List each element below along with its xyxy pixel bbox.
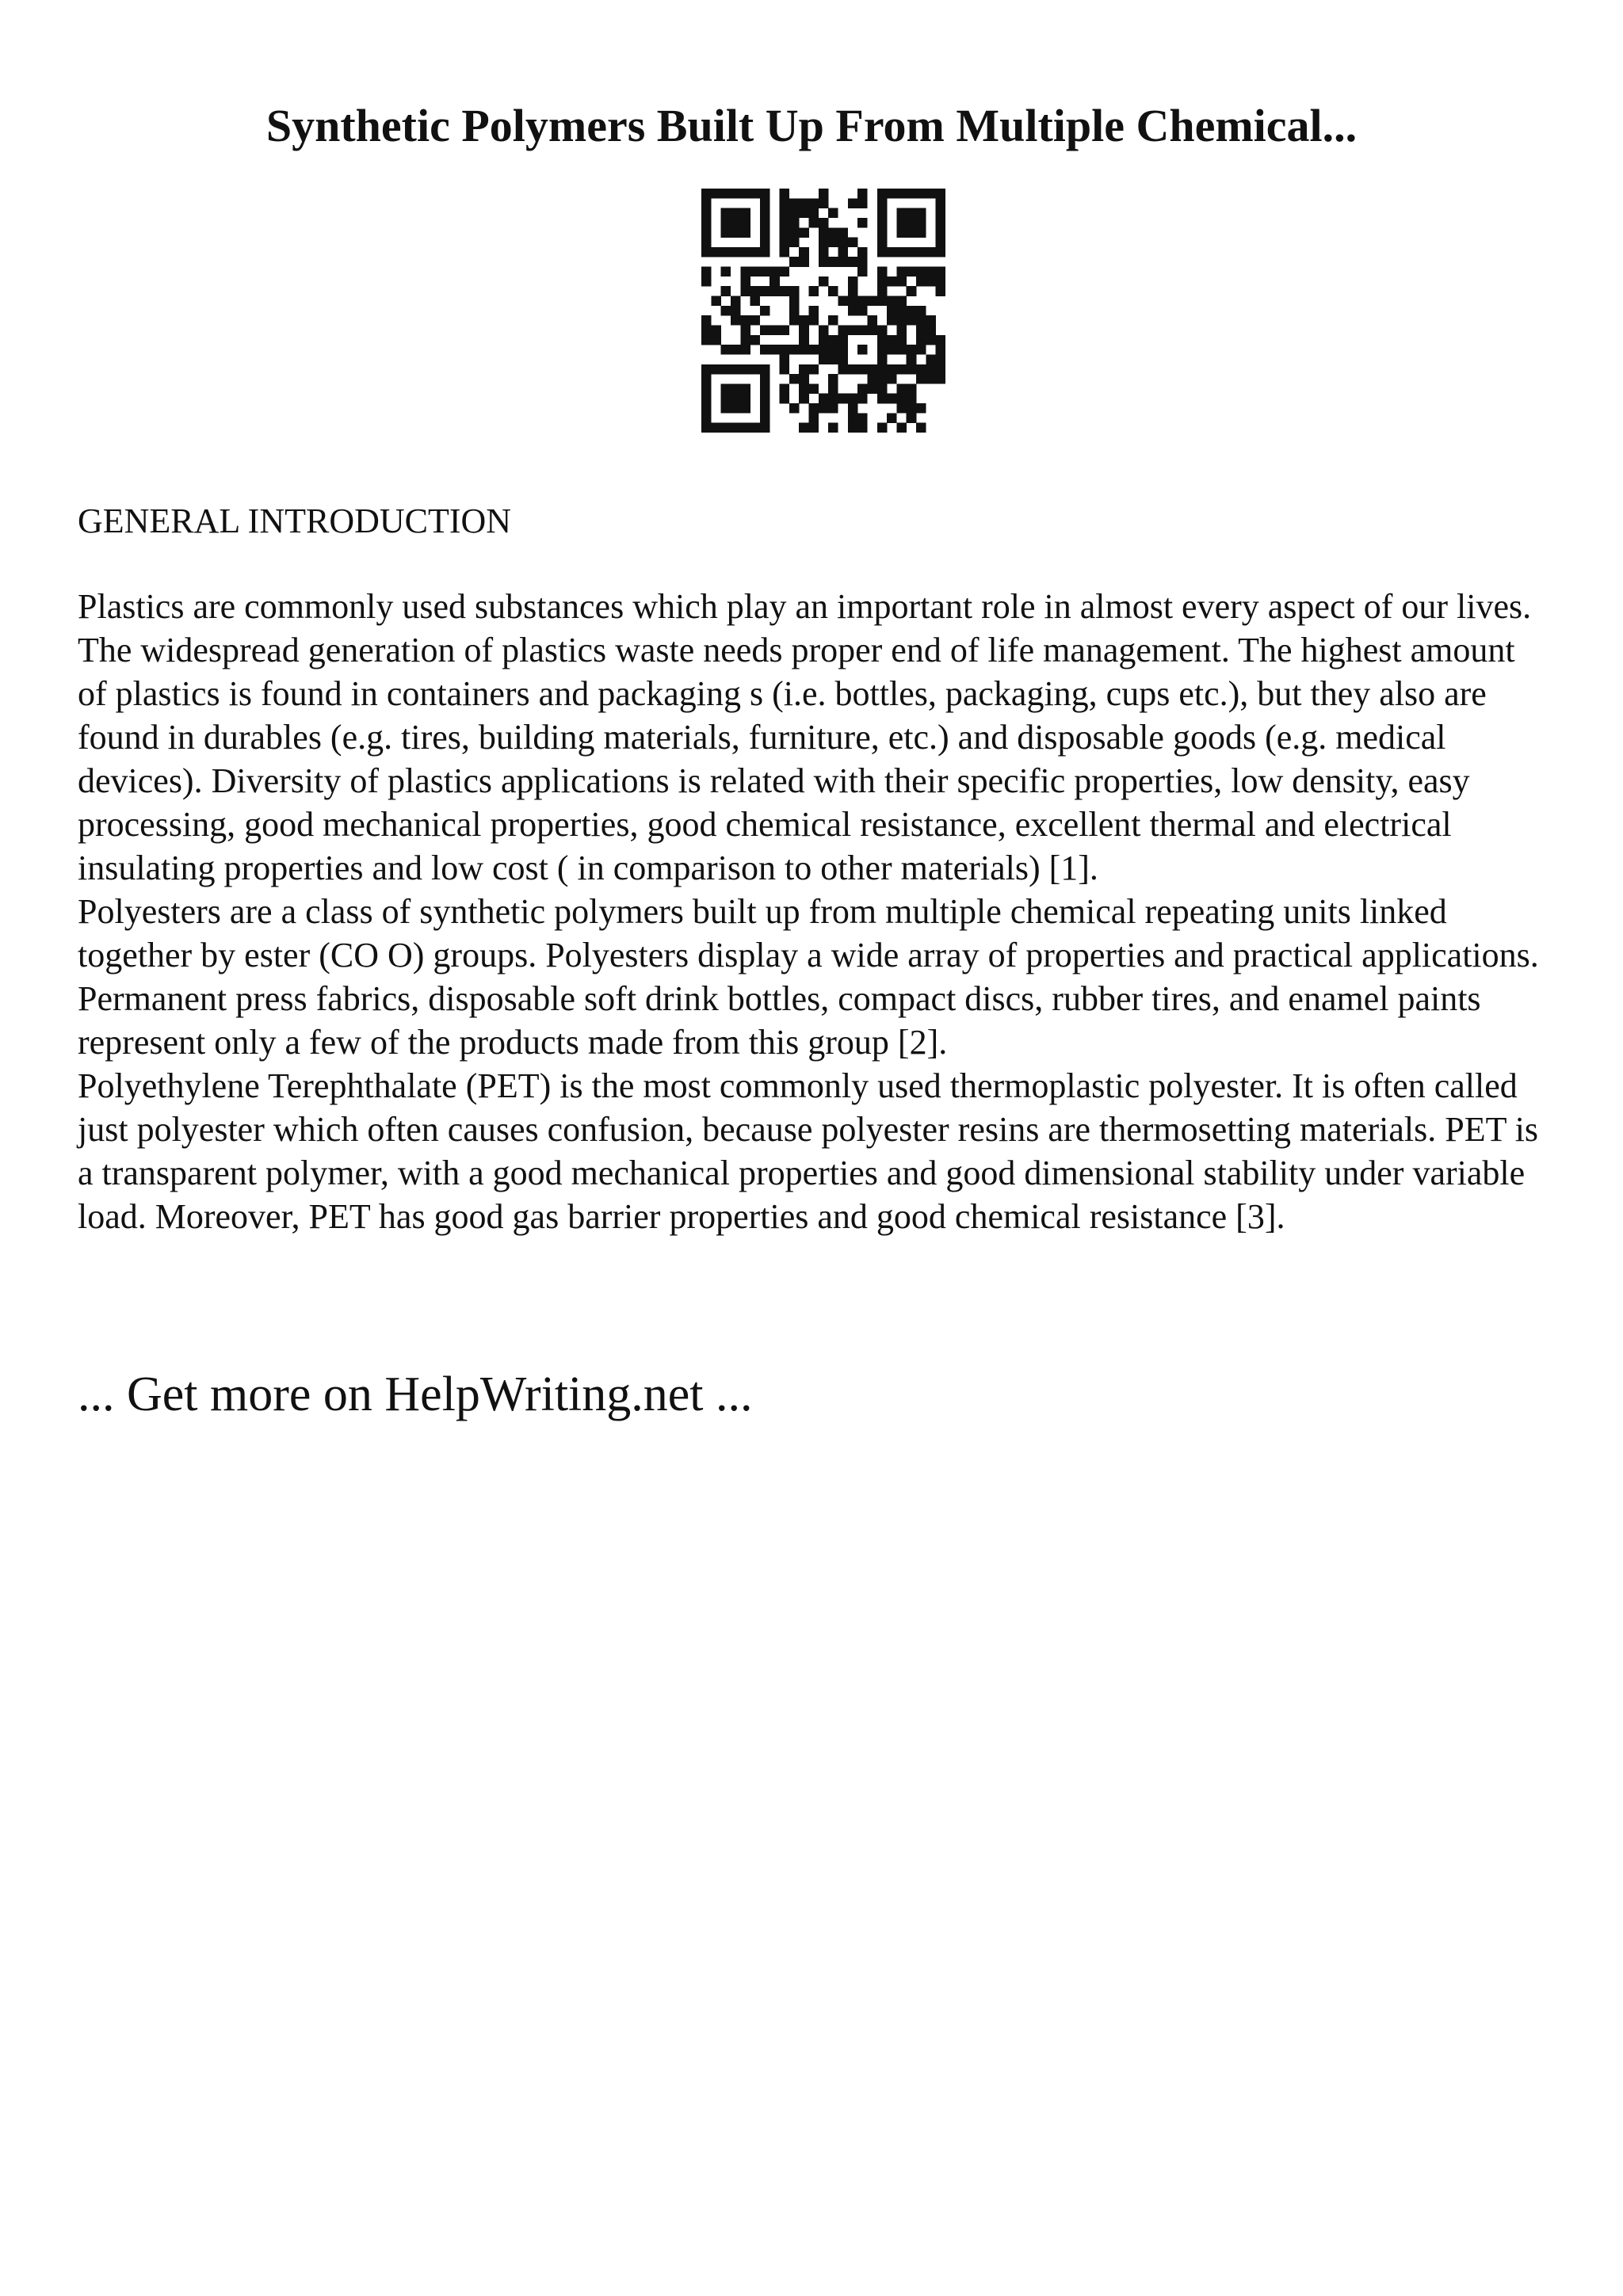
qr-code-graphic — [701, 189, 945, 433]
qr-code-icon[interactable] — [701, 189, 945, 433]
body-text — [78, 585, 1552, 1238]
paragraph-plastics: Plastics are commonly used substances which play an important role in almost every aspect of our lives. The widespread generation of plastics waste needs proper end of life management. The highest amount of plastics is found in containers and packaging s (i.e. bottles, packaging, cups etc.), but they also are found in durables (e.g. tires, building materials, furniture, etc.) and disposable goods (e.g. medical devices). Diversity of plastics applications is related with their specific properties, low density, easy processing, good mechanical properties, good chemical resistance, excellent thermal and electrical insulating properties and low cost ( in comparison to other materials) [1]. — [78, 587, 1532, 887]
section-heading: GENERAL INTRODUCTION — [78, 502, 512, 540]
paragraph-pet: Polyethylene Terephthalate (PET) is the most commonly used thermoplastic polyester. It is often called just polyester which often causes confusion, because polyester resins are thermosetting materials. PET is a transparent polymer, with a good mechanical properties and good dimensional stability under variable load. Moreover, PET has good gas barrier properties and good chemical resistance [3]. — [78, 1066, 1539, 1236]
get-more-link[interactable]: ... Get more on HelpWriting.net ... — [78, 1367, 753, 1421]
paragraph-polyesters: Polyesters are a class of synthetic polymers built up from multiple chemical repeating units linked together by ester (CO O) groups. Polyesters display a wide array of properties and practical applications. Permanent press fabrics, disposable soft drink bottles, compact discs, rubber tires, and enamel paints represent only a few of the products made from this group [2]. — [78, 892, 1539, 1062]
page-title: Synthetic Polymers Built Up From Multiple Chemical... — [265, 100, 1358, 151]
